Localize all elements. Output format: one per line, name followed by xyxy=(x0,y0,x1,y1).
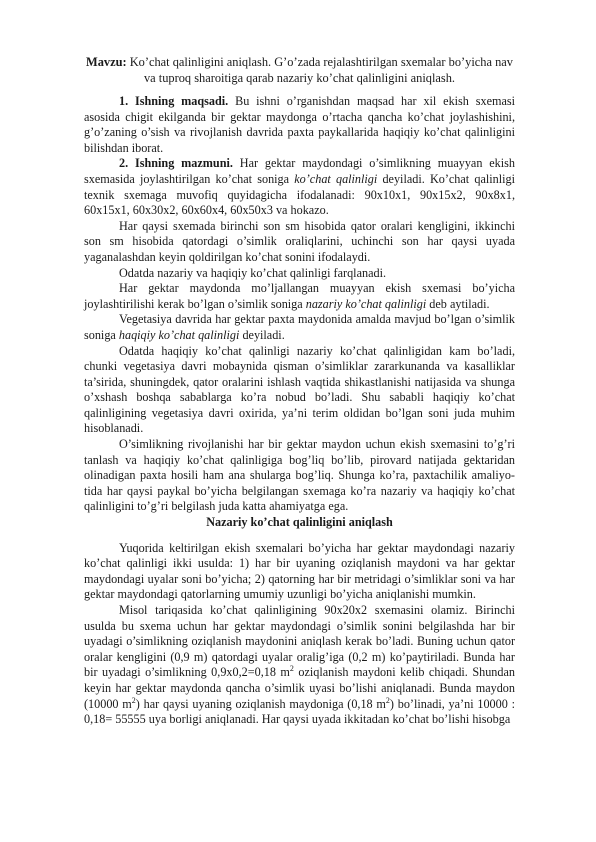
superscript: 2 xyxy=(385,695,390,705)
section-goal-label: 1. Ishning maqsadi. xyxy=(119,94,229,108)
section-content-paragraph xyxy=(84,156,515,218)
loss-paragraph: Odatda haqiqiy ko’chat qalinligi nazariy ko’chat qalinligidan kam bo’ladi, chunki vegetasiya davri mobaynida qisman o’simliklar zararkunanda va kasalliklar ta’sirida, shuningdek, qator oralarini ishlash vaqtida shikastlanishi natijasida va shunga o’xshash boshqa sabablarga ko’ra nobud bo’ladi. Shu sababli haqiqiy ko’chat qalinligining vegetasiya davri oxirida, ya’ni terim oldidan bo’lgan soni juda muhim hisoblanadi. xyxy=(84,343,515,436)
section-goal-paragraph xyxy=(84,94,515,156)
title-label: Mavzu: xyxy=(86,55,127,69)
term-haqiqiy: haqiqiy ko’chat qalinligi xyxy=(118,327,240,342)
actual-text-a: Vegetasiya davrida har gektar paxta maydonida amalda mavjud bo’lgan o’simlik soniga xyxy=(84,312,515,342)
term-kochat-qalinligi: ko’chat qalinligi xyxy=(294,171,378,186)
example-text-b: oziqlanish maydoni kelib chiqadi. Shundan keyin har gektar maydonda qancha o’simlik uyasi bo’lishi aniqlanadi. Bunda maydon (10000 m xyxy=(84,665,515,711)
term-nazariy: nazariy ko’chat qalinligi xyxy=(305,296,427,311)
section-goal-text: Bu ishni o’rganishdan maqsad har xil ekish sxemasi asosida chigit ekilganda bir gektar maydonga o’rtacha qancha ko’chat joylashishini, g’o’zaning o’sish va rivojlanish davrida paxta paykallarida haqiqiy ko’chat qalinligini bilishdan iborat. xyxy=(84,94,515,155)
section-content-text-b: deyiladi. Ko’chat qalinligi texnik sxemaga muvofiq quyidagicha ifodalanadi: 90x10x1, 90x15x2, 90x8x1, 60x15x1, 60x30x2, 60x60x4, 60x50x3 va hokazo. xyxy=(84,171,515,218)
example-text-d: ) bo’linadi, ya’ni 10000 : 0,18= 55555 uya borligi aniqlanadi. Har qaysi uyada ikkitadan ko’chat bo’lishi hisobga xyxy=(84,696,515,727)
example-paragraph xyxy=(84,603,515,728)
theoretical-text-b: deb aytiladi. xyxy=(426,296,490,311)
actual-text-b: deyiladi. xyxy=(239,327,285,342)
scheme-explanation-paragraph: Har qaysi sxemada birinchi son sm hisobida qator oralari kengligini, ikkinchi son sm hisobida qatordagi o’simlik oraliqlarini, uchinchi son har qaysi uyada yaganalashdan keyin qoldirilgan ko’chat sonini ifodalaydi. xyxy=(84,218,515,264)
actual-density-paragraph xyxy=(84,312,515,343)
section-content-text-a: Har gektar maydondagi o’simlikning muayyan ekish sxemasida joylashtirilgan ko’chat soniga xyxy=(84,156,515,186)
types-paragraph: Odatda nazariy va haqiqiy ko’chat qalinligi farqlanadi. xyxy=(119,265,387,280)
theoretical-density-paragraph xyxy=(84,281,515,312)
title-text: Ko’chat qalinligini aniqlash. G’o’zada rejalashtirilgan sxemalar bo’yicha nav va tuproq sharoitiga qarab nazariy ko’chat qalinligini aniqlash. xyxy=(126,55,513,85)
superscript: 2 xyxy=(131,695,136,705)
document-page xyxy=(84,54,515,728)
example-text-a: Misol tariqasida ko’chat qalinligining 90x20x2 sxemasini olamiz. Birinchi usulda bu sxema uchun har gektar maydondagi o’simlik sonini belgilashda har bir uyadagi o’simlikning oziqlanish maydonini aniqlash kerak bo’ladi. Buning uchun qator oralar kengligini (0,9 m) qatordagi uyalar oralig’iga (0,2 m) ko’paytiriladi. Bunda har bir uyadagi o’simlikning 0,9x0,2=0,18 m xyxy=(84,603,515,680)
section-content-label: 2. Ishning mazmuni. xyxy=(119,156,233,171)
theoretical-text-a: Har gektar maydonda mo’ljallangan muayyan ekish sxemasi bo’yicha joylashtirilishi kerak bo’lgan o’simlik soniga xyxy=(84,281,515,311)
superscript: 2 xyxy=(289,664,294,674)
example-text-c: ) har qaysi uyaning oziqlanish maydoniga (0,18 m xyxy=(135,696,386,711)
section-subheading: Nazariy ko’chat qalinligini aniqlash xyxy=(206,515,393,530)
methods-paragraph: Yuqorida keltirilgan ekish sxemalari bo’yicha har gektar maydondagi nazariy ko’chat qalinligi ikki usulda: 1) har bir uyaning oziqlanish maydoni va har gektar maydondagi uyalar soni bo’yicha; 2) qatorning har bir metridagi o’simliklar soni va har gektar maydondagi qatorlarning umumiy uzunligi bo’yicha aniqlanishi mumkin. xyxy=(84,540,515,602)
importance-paragraph: O’simlikning rivojlanishi har bir gektar maydon uchun ekish sxemasini to’g’ri tanlash va haqiqiy ko’chat qalinligiga bog’liq bo’lib, pirovard natijada gektaridan olinadigan paxta hosili ham ana shularga bog’liq. Shunga ko’ra, paxtachilik amaliyo-tida har qaysi paykal bo’yicha belgilangan sxemaga ko’ra nazariy va haqiqiy ko’chat qalinligini to’g’ri belgilash juda katta ahamiyatga ega. xyxy=(84,437,515,514)
document-title xyxy=(84,54,515,86)
